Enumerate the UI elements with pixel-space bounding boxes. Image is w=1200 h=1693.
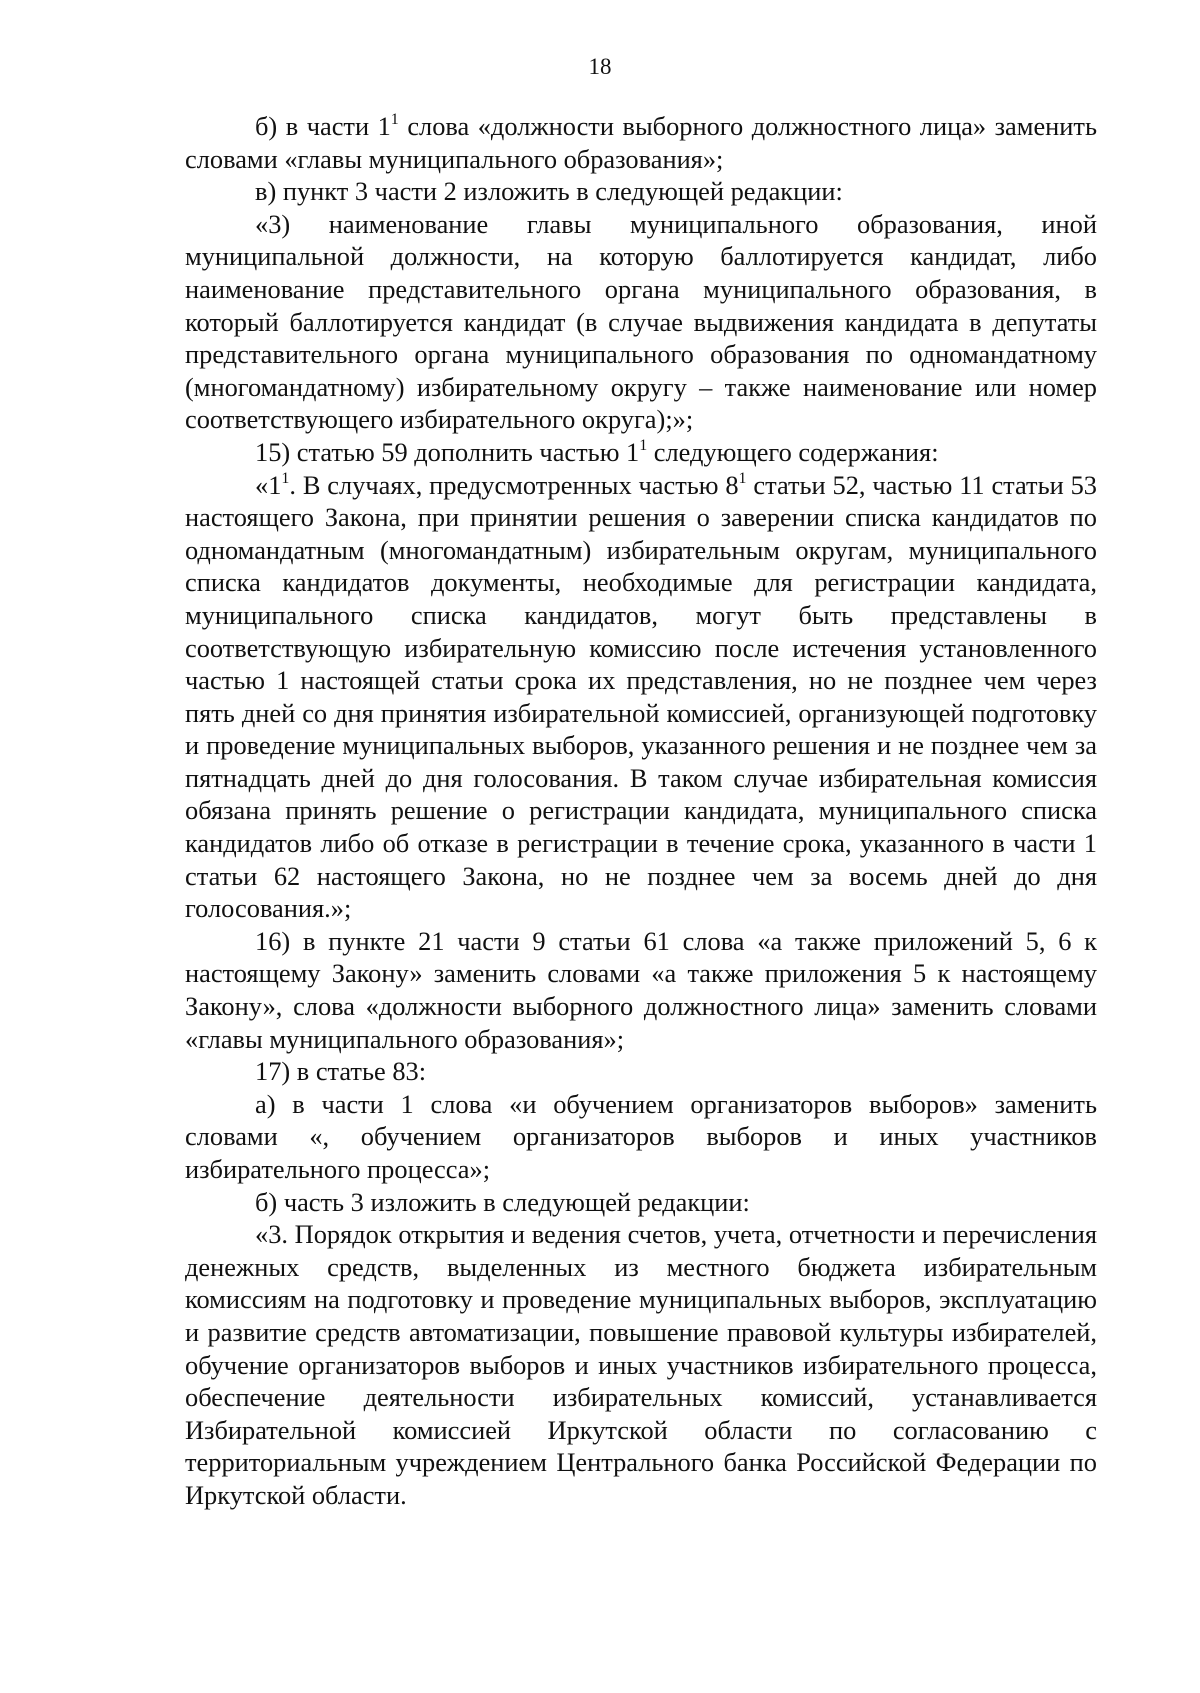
paragraph-text: 16) в пункте 21 части 9 статьи 61 слова «а также приложений 5, 6 к настоящему Закону» заменить словами «а также приложения 5 к настоящему Закону», слова «должности выборного должностного лица» заменить словами «главы муниципального образования»; — [185, 925, 1097, 1054]
paragraph-text: 15) статью 59 дополнить частью 1 — [255, 436, 640, 467]
paragraph-text: следующего содержания: — [647, 436, 939, 467]
paragraph-text: б) часть 3 изложить в следующей редакции: — [255, 1186, 750, 1217]
superscript-index: 1 — [390, 111, 399, 128]
paragraph-text: статьи 52, частью 11 статьи 53 настоящего Закона, при принятии решения о заверении списка кандидатов по одномандатным (многомандатным) избирательным округам, муниципального списка кандидатов документы, необходимые для регистрации кандидата, муниципального списка кандидатов, могут быть представлены в соответствующую избирательную комиссию после истечения установленного частью 1 настоящей статьи срока их представления, но не позднее чем через пять дней со дня принятия избирательной комиссией, организующей подготовку и проведение муниципальных выборов, указанного решения и не позднее чем за пятнадцать дней до дня голосования. В таком случае избирательная комиссия обязана принять решение о регистрации кандидата, муниципального списка кандидатов либо об отказе в регистрации в течение срока, указанного в части 1 статьи 62 настоящего Закона, но не позднее чем за восемь дней до дня голосования.»; — [185, 469, 1097, 924]
paragraph-text: слова «должности выборного должностного лица» заменить словами «главы муниципального образования»; — [185, 111, 1097, 174]
paragraph-text: . В случаях, предусмотренных частью 8 — [289, 469, 739, 500]
paragraph — [185, 436, 1097, 469]
paragraph-text: «3) наименование главы муниципального образования, иной муниципальной должности, на которую баллотируется кандидат, либо наименование представительного органа муниципального образования, в который баллотируется кандидат (в случае выдвижения кандидата в депутаты представительного органа муниципального образования по одномандатному (многомандатному) избирательному округу – также наименование или номер соответствующего избирательного округа);»; — [185, 208, 1097, 435]
superscript-index: 1 — [639, 436, 648, 454]
paragraph-text: «3. Порядок открытия и ведения счетов, учета, отчетности и перечисления денежных средств, выделенных из местного бюджета избирательным комиссиям на подготовку и проведение муниципальных выборов, эксплуатацию и развитие средств автоматизации, повышение правовой культуры избирателей, обучение организаторов выборов и иных участников избирательного процесса, обеспечение деятельности избирательных комиссий, устанавливается Избирательной комиссией Иркутской области по согласованию с территориальным учреждением Центрального банка Российской Федерации по Иркутской области. — [185, 1219, 1097, 1510]
paragraph — [185, 175, 1097, 208]
paragraph-text: 17) в статье 83: — [255, 1056, 427, 1087]
paragraph — [185, 925, 1097, 1055]
paragraph — [185, 1218, 1097, 1511]
paragraph — [185, 1088, 1097, 1186]
paragraph-text: в) пункт 3 части 2 изложить в следующей редакции: — [255, 176, 843, 207]
paragraph-text: б) в части 1 — [255, 111, 391, 141]
paragraph — [185, 208, 1097, 436]
paragraph — [185, 1186, 1097, 1219]
paragraph-text: «1 — [255, 469, 282, 500]
document-body — [185, 110, 1097, 1512]
paragraph — [185, 110, 1097, 175]
superscript-index: 1 — [738, 469, 747, 487]
paragraph-text: а) в части 1 слова «и обучением организаторов выборов» заменить словами «, обучением организаторов выборов и иных участников избирательного процесса»; — [185, 1088, 1097, 1184]
paragraph — [185, 469, 1097, 925]
paragraph — [185, 1055, 1097, 1088]
superscript-index: 1 — [281, 469, 290, 487]
page-number: 18 — [588, 54, 612, 79]
